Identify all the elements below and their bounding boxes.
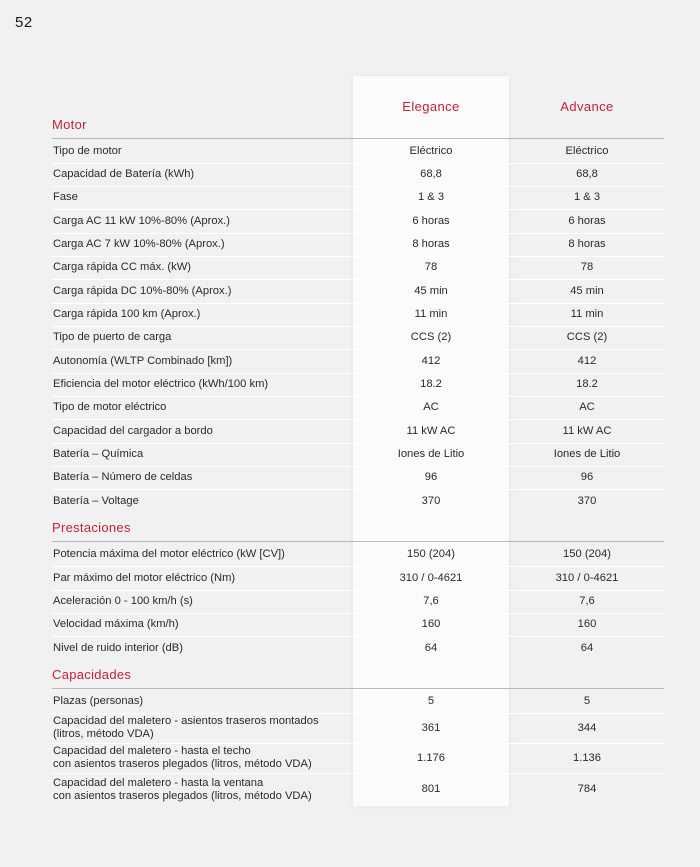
- row-label: [53, 695, 143, 708]
- row-label-line: Tipo de motor: [53, 145, 122, 157]
- value-advance: 68,8: [576, 168, 598, 180]
- table-row: [0, 713, 700, 743]
- value-elegance: 7,6: [423, 595, 439, 607]
- row-label-line: Velocidad máxima (km/h): [53, 618, 179, 630]
- row-label: [53, 548, 285, 561]
- row-label: [53, 425, 213, 438]
- value-elegance: 412: [421, 355, 441, 367]
- table-row: [0, 637, 700, 660]
- value-elegance: 68,8: [420, 168, 442, 180]
- value-elegance: 1.176: [417, 751, 445, 764]
- value-elegance: 8 horas: [412, 238, 450, 250]
- row-label-line: Batería – Número de celdas: [53, 471, 193, 483]
- value-advance: 412: [577, 355, 597, 367]
- value-advance: 370: [577, 495, 597, 507]
- row-label-line: Carga rápida 100 km (Aprox.): [53, 308, 201, 320]
- table-row: [0, 303, 700, 326]
- row-label: [53, 495, 139, 508]
- row-label-line: Tipo de motor eléctrico: [53, 401, 167, 413]
- row-label-line: Capacidad de Batería (kWh): [53, 168, 195, 180]
- value-advance: 11 min: [570, 308, 604, 320]
- value-elegance: AC: [423, 401, 439, 413]
- row-label: [53, 745, 312, 771]
- row-label: [53, 471, 192, 484]
- row-label-line: Fase: [53, 191, 78, 203]
- section-title-motor: Motor: [52, 117, 87, 132]
- table-row: [0, 140, 700, 163]
- row-label: [53, 618, 179, 631]
- row-label-line: Batería – Química: [53, 448, 144, 460]
- row-label: [53, 777, 312, 803]
- value-advance: 18.2: [576, 378, 598, 390]
- row-label: [53, 448, 143, 461]
- row-label-line: Autonomía (WLTP Combinado [km]): [53, 355, 233, 367]
- row-label-line: Capacidad del maletero - asientos traseros montados: [53, 715, 319, 727]
- row-label-line: Carga rápida DC 10%-80% (Aprox.): [53, 285, 232, 297]
- row-label: [53, 308, 200, 321]
- row-label-line: Tipo de puerto de carga: [53, 331, 172, 343]
- table-row: [0, 743, 700, 773]
- value-elegance: CCS (2): [410, 331, 452, 343]
- row-label-line: (litros, método VDA): [53, 728, 154, 740]
- value-elegance: 310 / 0-4621: [399, 572, 463, 584]
- row-label-line: Capacidad del maletero - hasta el techo: [53, 745, 251, 757]
- row-label: [53, 168, 194, 181]
- table-row: [0, 490, 700, 513]
- table-row: [0, 420, 700, 443]
- value-advance: 8 horas: [568, 238, 606, 250]
- value-elegance: Iones de Litio: [397, 448, 465, 460]
- table-row: [0, 280, 700, 303]
- value-advance: 1.136: [573, 751, 601, 764]
- value-advance: 310 / 0-4621: [555, 572, 619, 584]
- table-row: [0, 543, 700, 566]
- value-elegance: 11 min: [414, 308, 448, 320]
- column-header-elegance: Elegance: [402, 99, 460, 114]
- row-label: [53, 331, 171, 344]
- table-row: [0, 613, 700, 636]
- value-elegance: 64: [424, 642, 438, 654]
- page-number: 52: [15, 14, 33, 31]
- row-label-line: Aceleración 0 - 100 km/h (s): [53, 595, 193, 607]
- row-label-line: Nivel de ruido interior (dB): [53, 642, 183, 654]
- table-row: [0, 690, 700, 713]
- table-row: [0, 396, 700, 419]
- row-label-line: Plazas (personas): [53, 695, 144, 707]
- table-row: [0, 590, 700, 613]
- value-elegance: 96: [424, 471, 438, 483]
- value-advance: 45 min: [570, 285, 604, 297]
- value-advance: 7,6: [579, 595, 595, 607]
- row-label-line: Par máximo del motor eléctrico (Nm): [53, 572, 236, 584]
- table-row: [0, 210, 700, 233]
- column-header-advance: Advance: [560, 99, 614, 114]
- value-advance: 160: [577, 618, 597, 630]
- row-label: [53, 145, 122, 158]
- value-elegance: 11 kW AC: [406, 425, 456, 437]
- value-advance: Iones de Litio: [553, 448, 621, 460]
- row-label-line: Carga rápida CC máx. (kW): [53, 261, 192, 273]
- value-advance: AC: [579, 401, 595, 413]
- row-label: [53, 215, 230, 228]
- table-row: [0, 186, 700, 209]
- value-elegance: 5: [427, 695, 435, 707]
- row-label: [53, 642, 183, 655]
- table-row: [0, 443, 700, 466]
- row-label-line: Carga AC 7 kW 10%-80% (Aprox.): [53, 238, 225, 250]
- value-advance: 150 (204): [563, 548, 611, 560]
- row-label-line: con asientos traseros plegados (litros, método VDA): [53, 789, 312, 802]
- row-label-line: Capacidad del maletero - hasta la ventana: [53, 776, 264, 789]
- value-advance: 344: [577, 721, 597, 734]
- value-advance: 6 horas: [568, 215, 606, 227]
- row-label: [53, 261, 191, 274]
- row-label-line: Potencia máxima del motor eléctrico (kW [CV]): [53, 548, 285, 560]
- section-title-capacidades: Capacidades: [52, 667, 132, 682]
- section-divider: [52, 688, 664, 689]
- row-label-line: con asientos traseros plegados (litros, método VDA): [53, 758, 312, 770]
- row-label-line: Batería – Voltage: [53, 495, 139, 507]
- table-row: [0, 163, 700, 186]
- value-elegance: 1 & 3: [417, 191, 445, 203]
- value-elegance: Eléctrico: [409, 145, 453, 157]
- value-elegance: 6 horas: [412, 215, 450, 227]
- table-row: [0, 373, 700, 396]
- row-label-line: Carga AC 11 kW 10%-80% (Aprox.): [53, 215, 230, 227]
- value-elegance: 150 (204): [407, 548, 455, 560]
- row-label: [53, 572, 235, 585]
- section-divider: [52, 541, 664, 542]
- table-row: [0, 567, 700, 590]
- row-label: [53, 285, 231, 298]
- value-advance: 11 kW AC: [562, 425, 612, 437]
- value-advance: CCS (2): [566, 331, 608, 343]
- value-advance: 5: [583, 695, 591, 707]
- value-advance: 64: [580, 642, 594, 654]
- table-row: [0, 350, 700, 373]
- row-label: [53, 191, 78, 204]
- row-label-line: Capacidad del cargador a bordo: [53, 425, 213, 437]
- row-label-line: Eficiencia del motor eléctrico (kWh/100 km): [53, 378, 269, 390]
- table-row: [0, 466, 700, 489]
- value-elegance: 370: [421, 495, 441, 507]
- row-label: [53, 401, 166, 414]
- table-row: [0, 233, 700, 256]
- value-advance: 784: [577, 783, 597, 795]
- value-advance: 78: [580, 261, 594, 273]
- value-elegance: 45 min: [414, 285, 448, 297]
- row-label: [53, 238, 225, 251]
- row-label: [53, 595, 193, 608]
- table-row: [0, 326, 700, 349]
- section-title-prestaciones: Prestaciones: [52, 520, 131, 535]
- value-advance: Eléctrico: [565, 145, 609, 157]
- value-elegance: 18.2: [420, 378, 442, 390]
- table-row: [0, 256, 700, 279]
- value-advance: 96: [580, 471, 594, 483]
- value-advance: 1 & 3: [573, 191, 601, 203]
- value-elegance: 801: [421, 783, 441, 795]
- row-label: [53, 378, 268, 391]
- value-elegance: 160: [421, 618, 441, 630]
- row-label: [53, 715, 319, 741]
- value-elegance: 361: [421, 721, 441, 734]
- row-label: [53, 355, 232, 368]
- table-row: [0, 773, 700, 806]
- section-divider: [52, 138, 664, 139]
- value-elegance: 78: [424, 261, 438, 273]
